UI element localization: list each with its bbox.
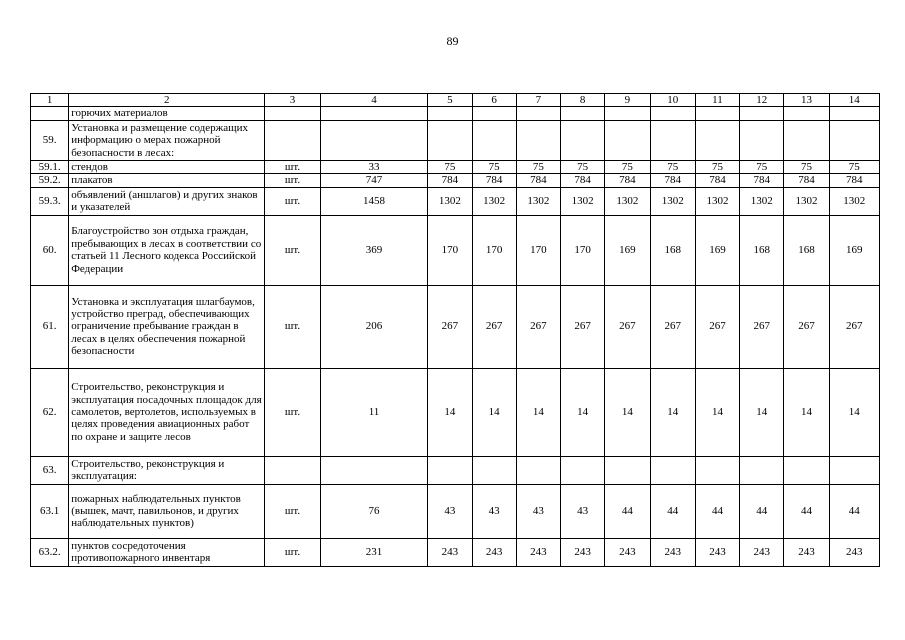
value-cell bbox=[472, 456, 516, 484]
header-cell: 4 bbox=[320, 94, 428, 107]
value-cell: 43 bbox=[472, 484, 516, 538]
value-cell: 75 bbox=[829, 160, 879, 173]
row-description: Установка и размещение содержащих информацию о мерах пожарной безопасности в лесах: bbox=[69, 120, 265, 160]
value-cell: 168 bbox=[784, 215, 829, 285]
row-number: 63.1 bbox=[31, 484, 69, 538]
data-table bbox=[30, 93, 880, 567]
value-cell bbox=[561, 107, 605, 120]
value-cell: 267 bbox=[428, 285, 472, 368]
row-description: плакатов bbox=[69, 174, 265, 187]
value-cell: 784 bbox=[561, 174, 605, 187]
value-cell: 784 bbox=[650, 174, 695, 187]
table-row bbox=[31, 285, 880, 368]
row-number: 62. bbox=[31, 368, 69, 456]
value-cell bbox=[695, 107, 739, 120]
value-cell: 14 bbox=[784, 368, 829, 456]
row-number: 63.2. bbox=[31, 538, 69, 566]
row-description: пунктов сосредоточения противопожарного инвентаря bbox=[69, 538, 265, 566]
row-number bbox=[31, 107, 69, 120]
value-cell: 1302 bbox=[650, 187, 695, 215]
value-cell: 75 bbox=[428, 160, 472, 173]
value-cell: 44 bbox=[605, 484, 650, 538]
header-cell: 14 bbox=[829, 94, 879, 107]
value-cell: 11 bbox=[320, 368, 428, 456]
table-row bbox=[31, 107, 880, 120]
value-cell bbox=[695, 120, 739, 160]
row-number: 59.1. bbox=[31, 160, 69, 173]
header-cell: 2 bbox=[69, 94, 265, 107]
value-cell bbox=[829, 107, 879, 120]
header-cell: 8 bbox=[561, 94, 605, 107]
value-cell bbox=[320, 456, 428, 484]
value-cell: 43 bbox=[561, 484, 605, 538]
value-cell: 784 bbox=[740, 174, 784, 187]
value-cell bbox=[740, 456, 784, 484]
row-unit: шт. bbox=[265, 187, 320, 215]
value-cell: 1302 bbox=[695, 187, 739, 215]
value-cell: 14 bbox=[472, 368, 516, 456]
row-number: 59.2. bbox=[31, 174, 69, 187]
row-unit: шт. bbox=[265, 538, 320, 566]
table-row bbox=[31, 120, 880, 160]
value-cell bbox=[516, 120, 560, 160]
value-cell: 267 bbox=[740, 285, 784, 368]
table-row bbox=[31, 538, 880, 566]
value-cell: 14 bbox=[561, 368, 605, 456]
value-cell bbox=[320, 120, 428, 160]
value-cell bbox=[428, 120, 472, 160]
value-cell: 243 bbox=[650, 538, 695, 566]
value-cell: 369 bbox=[320, 215, 428, 285]
value-cell: 14 bbox=[605, 368, 650, 456]
row-description: Строительство, реконструкция и эксплуатация посадочных площадок для самолетов, вертолетов, используемых в целях проведения авиационных работ по охране и защите лесов bbox=[69, 368, 265, 456]
header-cell: 3 bbox=[265, 94, 320, 107]
value-cell bbox=[829, 120, 879, 160]
row-description: стендов bbox=[69, 160, 265, 173]
value-cell: 243 bbox=[829, 538, 879, 566]
row-unit: шт. bbox=[265, 160, 320, 173]
value-cell: 169 bbox=[829, 215, 879, 285]
header-cell: 13 bbox=[784, 94, 829, 107]
header-cell: 9 bbox=[605, 94, 650, 107]
value-cell: 267 bbox=[472, 285, 516, 368]
value-cell: 75 bbox=[516, 160, 560, 173]
value-cell: 231 bbox=[320, 538, 428, 566]
value-cell: 169 bbox=[695, 215, 739, 285]
value-cell bbox=[428, 456, 472, 484]
value-cell: 243 bbox=[561, 538, 605, 566]
value-cell: 14 bbox=[829, 368, 879, 456]
value-cell bbox=[472, 107, 516, 120]
value-cell: 267 bbox=[784, 285, 829, 368]
row-description: Благоустройство зон отдыха граждан, пребывающих в лесах в соответствии со статьей 11 Лесного кодекса Российской Федерации bbox=[69, 215, 265, 285]
value-cell: 206 bbox=[320, 285, 428, 368]
value-cell: 168 bbox=[740, 215, 784, 285]
row-number: 59. bbox=[31, 120, 69, 160]
row-unit: шт. bbox=[265, 368, 320, 456]
value-cell: 76 bbox=[320, 484, 428, 538]
row-description: объявлений (аншлагов) и других знаков и указателей bbox=[69, 187, 265, 215]
value-cell: 243 bbox=[516, 538, 560, 566]
value-cell: 44 bbox=[740, 484, 784, 538]
value-cell: 243 bbox=[695, 538, 739, 566]
row-unit: шт. bbox=[265, 285, 320, 368]
row-number: 61. bbox=[31, 285, 69, 368]
value-cell bbox=[428, 107, 472, 120]
value-cell: 267 bbox=[516, 285, 560, 368]
value-cell bbox=[650, 107, 695, 120]
value-cell bbox=[605, 456, 650, 484]
value-cell: 784 bbox=[516, 174, 560, 187]
value-cell: 170 bbox=[561, 215, 605, 285]
value-cell: 75 bbox=[472, 160, 516, 173]
table-row bbox=[31, 456, 880, 484]
row-description: Установка и эксплуатация шлагбаумов, устройство преград, обеспечивающих ограничение пребывание граждан в лесах в целях обеспечения пожарной безопасности bbox=[69, 285, 265, 368]
value-cell: 243 bbox=[428, 538, 472, 566]
value-cell: 14 bbox=[650, 368, 695, 456]
header-cell: 10 bbox=[650, 94, 695, 107]
value-cell: 1302 bbox=[605, 187, 650, 215]
table-row bbox=[31, 187, 880, 215]
value-cell bbox=[784, 456, 829, 484]
value-cell: 1302 bbox=[472, 187, 516, 215]
value-cell: 267 bbox=[561, 285, 605, 368]
value-cell bbox=[829, 456, 879, 484]
header-cell: 12 bbox=[740, 94, 784, 107]
value-cell bbox=[605, 107, 650, 120]
value-cell bbox=[740, 120, 784, 160]
row-unit: шт. bbox=[265, 484, 320, 538]
value-cell: 784 bbox=[428, 174, 472, 187]
value-cell bbox=[695, 456, 739, 484]
header-cell: 5 bbox=[428, 94, 472, 107]
value-cell: 784 bbox=[472, 174, 516, 187]
value-cell: 243 bbox=[605, 538, 650, 566]
value-cell: 44 bbox=[784, 484, 829, 538]
value-cell: 243 bbox=[472, 538, 516, 566]
value-cell: 784 bbox=[829, 174, 879, 187]
header-cell: 7 bbox=[516, 94, 560, 107]
value-cell: 75 bbox=[561, 160, 605, 173]
header-cell: 11 bbox=[695, 94, 739, 107]
value-cell bbox=[516, 107, 560, 120]
value-cell: 44 bbox=[650, 484, 695, 538]
value-cell: 267 bbox=[695, 285, 739, 368]
row-unit: шт. bbox=[265, 174, 320, 187]
value-cell: 243 bbox=[784, 538, 829, 566]
value-cell: 1302 bbox=[428, 187, 472, 215]
value-cell: 784 bbox=[695, 174, 739, 187]
row-number: 60. bbox=[31, 215, 69, 285]
header-row bbox=[31, 94, 880, 107]
value-cell: 747 bbox=[320, 174, 428, 187]
value-cell: 170 bbox=[516, 215, 560, 285]
value-cell: 267 bbox=[650, 285, 695, 368]
row-unit: шт. bbox=[265, 215, 320, 285]
value-cell: 168 bbox=[650, 215, 695, 285]
row-description: Строительство, реконструкция и эксплуатация: bbox=[69, 456, 265, 484]
value-cell: 43 bbox=[428, 484, 472, 538]
row-number: 63. bbox=[31, 456, 69, 484]
value-cell: 14 bbox=[740, 368, 784, 456]
value-cell: 243 bbox=[740, 538, 784, 566]
row-description: горючих материалов bbox=[69, 107, 265, 120]
value-cell: 75 bbox=[695, 160, 739, 173]
value-cell: 1458 bbox=[320, 187, 428, 215]
value-cell bbox=[784, 107, 829, 120]
value-cell bbox=[650, 456, 695, 484]
header-cell: 6 bbox=[472, 94, 516, 107]
value-cell: 75 bbox=[740, 160, 784, 173]
value-cell: 14 bbox=[695, 368, 739, 456]
value-cell: 1302 bbox=[516, 187, 560, 215]
value-cell bbox=[605, 120, 650, 160]
value-cell: 169 bbox=[605, 215, 650, 285]
value-cell: 14 bbox=[516, 368, 560, 456]
value-cell: 784 bbox=[784, 174, 829, 187]
value-cell: 1302 bbox=[784, 187, 829, 215]
row-unit bbox=[265, 456, 320, 484]
page-number: 89 bbox=[446, 34, 459, 48]
value-cell bbox=[516, 456, 560, 484]
value-cell: 75 bbox=[784, 160, 829, 173]
row-unit bbox=[265, 120, 320, 160]
value-cell: 14 bbox=[428, 368, 472, 456]
value-cell bbox=[320, 107, 428, 120]
value-cell: 33 bbox=[320, 160, 428, 173]
value-cell bbox=[650, 120, 695, 160]
table-row bbox=[31, 484, 880, 538]
value-cell: 1302 bbox=[740, 187, 784, 215]
header-cell: 1 bbox=[31, 94, 69, 107]
table-row bbox=[31, 368, 880, 456]
row-number: 59.3. bbox=[31, 187, 69, 215]
table-row bbox=[31, 215, 880, 285]
value-cell: 1302 bbox=[561, 187, 605, 215]
value-cell: 75 bbox=[605, 160, 650, 173]
table-row bbox=[31, 160, 880, 173]
value-cell: 267 bbox=[829, 285, 879, 368]
value-cell bbox=[561, 120, 605, 160]
value-cell: 1302 bbox=[829, 187, 879, 215]
value-cell bbox=[561, 456, 605, 484]
value-cell: 267 bbox=[605, 285, 650, 368]
value-cell bbox=[472, 120, 516, 160]
value-cell: 784 bbox=[605, 174, 650, 187]
value-cell: 75 bbox=[650, 160, 695, 173]
value-cell: 44 bbox=[695, 484, 739, 538]
value-cell: 43 bbox=[516, 484, 560, 538]
value-cell: 44 bbox=[829, 484, 879, 538]
value-cell bbox=[740, 107, 784, 120]
value-cell bbox=[784, 120, 829, 160]
value-cell: 170 bbox=[428, 215, 472, 285]
row-description: пожарных наблюдательных пунктов (вышек, мачт, павильонов, и других наблюдательных пунктов) bbox=[69, 484, 265, 538]
table-body bbox=[31, 107, 880, 566]
table-row bbox=[31, 174, 880, 187]
value-cell: 170 bbox=[472, 215, 516, 285]
row-unit bbox=[265, 107, 320, 120]
